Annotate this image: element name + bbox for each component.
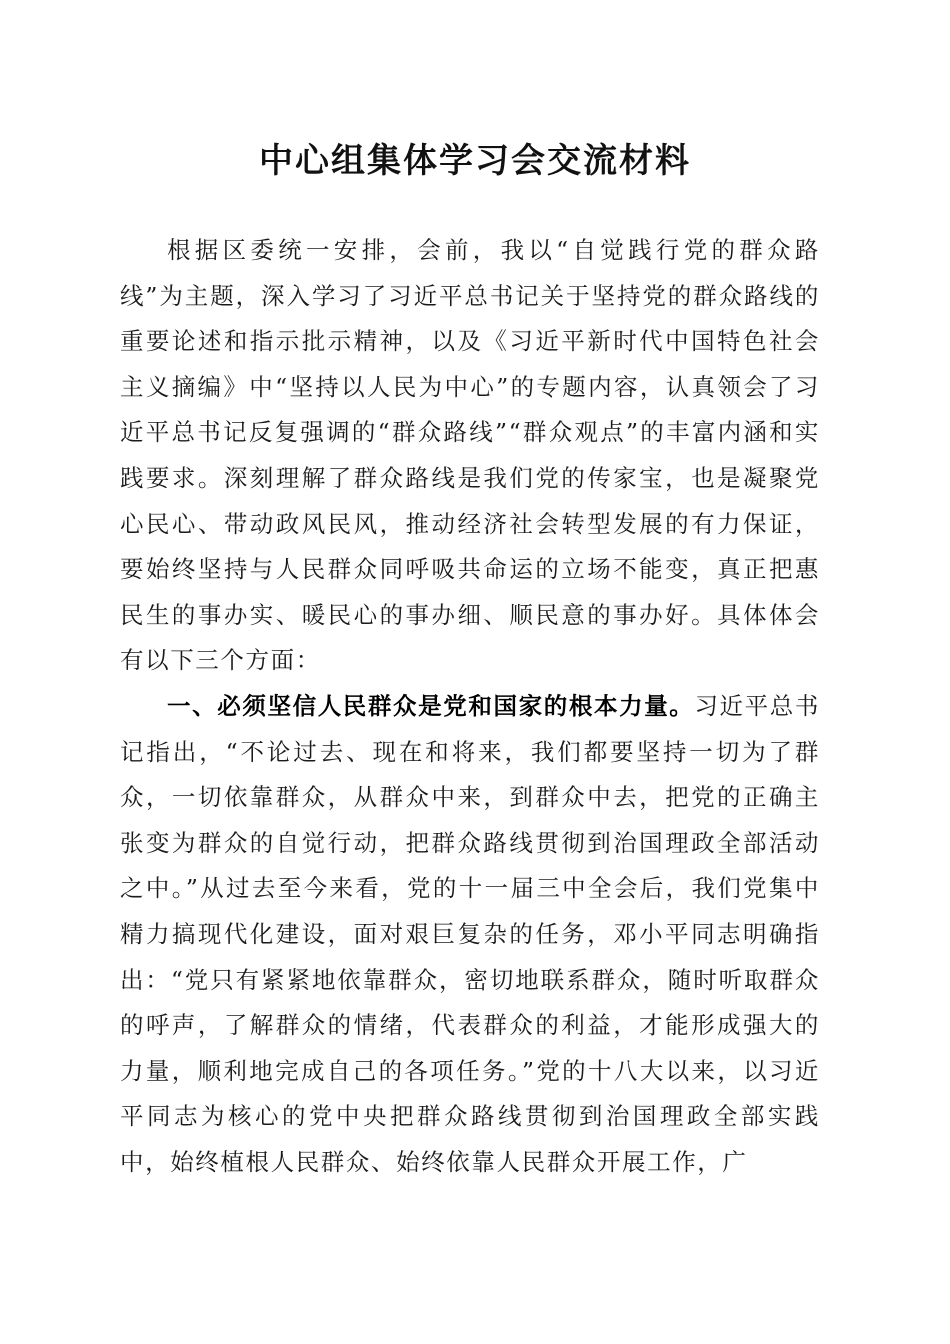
document-body — [120, 228, 820, 1185]
document-title: 中心组集体学习会交流材料 — [259, 141, 691, 181]
section-1-text: 习近平总书记指出，“不论过去、现在和将来，我们都要坚持一切为了群众，一切依靠群众，从群众中来，到群众中去，把党的正确主张变为群众的自觉行动，把群众路线贯彻到治国理政全部活动之中。”从过去至今来看，党的十一届三中全会后，我们党集中精力搞现代化建设，面对艰巨复杂的任务，邓小平同志明确指出：“党只有紧紧地依靠群众，密切地联系群众，随时听取群众的呼声，了解群众的情绪，代表群众的利益，才能形成强大的力量，顺利地完成自己的各项任务。”党的十八大以来，以习近平同志为核心的党中央把群众路线贯彻到治国理政全部实践中，始终植根人民群众、始终依靠人民群众开展工作，广 — [120, 691, 820, 1176]
paragraph-section-1 — [120, 684, 820, 1186]
section-1-heading: 一、必须坚信人民群众是党和国家的根本力量。 — [167, 691, 695, 720]
paragraph-intro: 根据区委统一安排，会前，我以“自觉践行党的群众路线”为主题，深入学习了习近平总书记关于坚持党的群众路线的重要论述和指示批示精神，以及《习近平新时代中国特色社会主义摘编》中“坚持以人民为中心”的专题内容，认真领会了习近平总书记反复强调的“群众路线”“群众观点”的丰富内涵和实践要求。深刻理解了群众路线是我们党的传家宝，也是凝聚党心民心、带动政风民风，推动经济社会转型发展的有力保证，要始终坚持与人民群众同呼吸共命运的立场不能变，真正把惠民生的事办实、暖民心的事办细、顺民意的事办好。具体体会有以下三个方面： — [120, 236, 820, 675]
